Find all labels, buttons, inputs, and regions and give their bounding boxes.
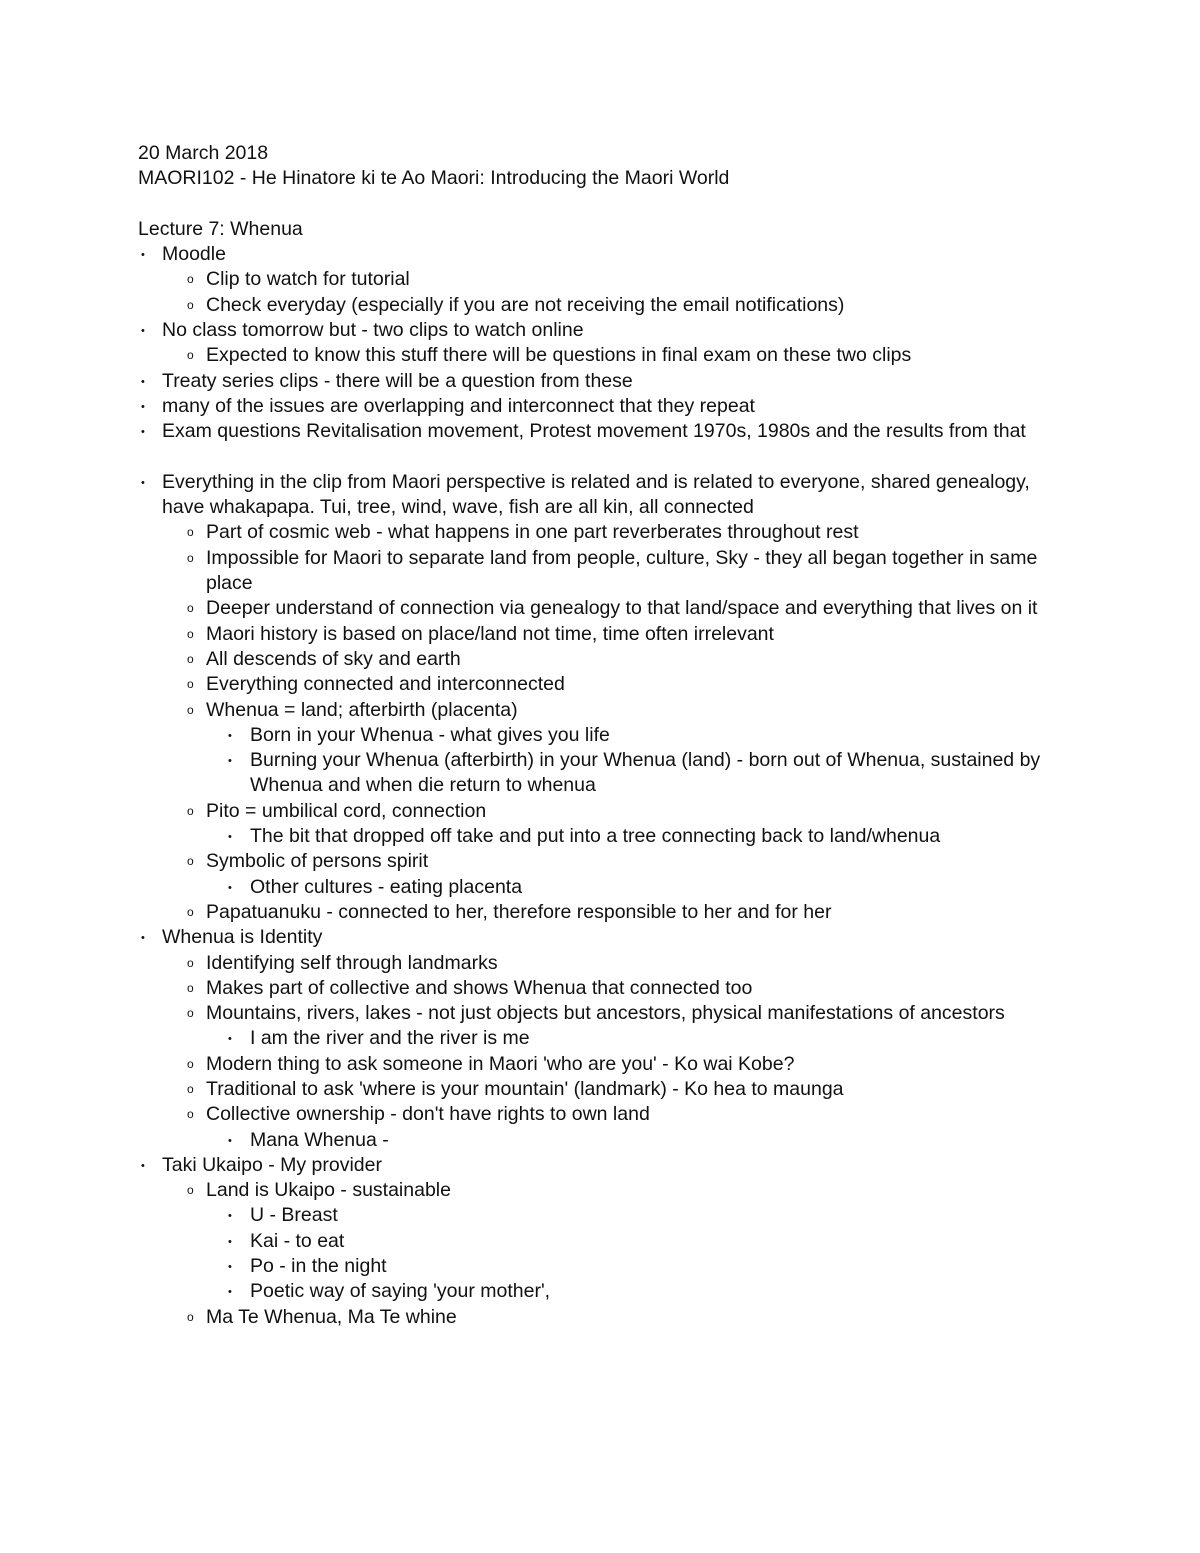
list-item xyxy=(138,925,1058,950)
hollow-bullet-icon: o xyxy=(187,1183,194,1198)
list-item-text: Treaty series clips - there will be a question from these xyxy=(162,369,633,392)
list-item-text: Kai - to eat xyxy=(250,1229,345,1252)
list-item xyxy=(138,1128,1058,1153)
list-item xyxy=(138,520,1058,545)
list-item xyxy=(138,672,1058,697)
hollow-bullet-icon: o xyxy=(187,1107,194,1122)
hollow-bullet-icon: o xyxy=(187,626,194,641)
hollow-bullet-icon: o xyxy=(187,297,194,312)
hollow-bullet-icon: o xyxy=(187,904,194,919)
list-item-text: Poetic way of saying 'your mother', xyxy=(250,1280,551,1303)
list-item xyxy=(138,1178,1058,1203)
list-item xyxy=(138,1026,1058,1051)
bullet-icon: • xyxy=(228,881,232,894)
bullet-icon: • xyxy=(228,1261,232,1274)
hollow-bullet-icon: o xyxy=(187,550,194,565)
list-item xyxy=(138,748,1058,799)
hollow-bullet-icon: o xyxy=(187,1081,194,1096)
list-item xyxy=(138,849,1058,874)
bullet-icon: • xyxy=(141,476,145,489)
list-item-text: Whenua is Identity xyxy=(162,926,323,949)
list-item-text: Moodle xyxy=(162,243,226,266)
list-item-text: All descends of sky and earth xyxy=(206,647,461,670)
spacer xyxy=(138,192,1058,217)
bullet-icon: • xyxy=(228,1134,232,1147)
list-item xyxy=(138,875,1058,900)
bullet-icon: • xyxy=(141,249,145,262)
list-item xyxy=(138,951,1058,976)
list-item-text: Taki Ukaipo - My provider xyxy=(162,1153,382,1176)
document-page xyxy=(138,141,1058,1330)
list-item xyxy=(138,647,1058,672)
list-item xyxy=(138,723,1058,748)
list-item xyxy=(138,799,1058,824)
list-item-text: Makes part of collective and shows Whenua that connected too xyxy=(206,976,753,999)
hollow-bullet-icon: o xyxy=(187,272,194,287)
list-item xyxy=(138,1203,1058,1228)
list-item-text: The bit that dropped off take and put into a tree connecting back to land/whenua xyxy=(250,825,941,848)
list-item xyxy=(138,318,1058,343)
list-item-text: Impossible for Maori to separate land from people, culture, Sky - they all began together in same place xyxy=(206,546,1038,595)
list-item-text: Mountains, rivers, lakes - not just objects but ancestors, physical manifestations of ancestors xyxy=(206,1002,1005,1025)
list-item xyxy=(138,369,1058,394)
list-item-text: Burning your Whenua (afterbirth) in your Whenua (land) - born out of Whenua, sustained by Whenua and when die return to whenua xyxy=(250,749,1041,797)
list-item-text: Clip to watch for tutorial xyxy=(206,268,410,291)
list-item xyxy=(138,1052,1058,1077)
hollow-bullet-icon: o xyxy=(187,525,194,540)
bullet-icon: • xyxy=(141,426,145,439)
list-item-text: Exam questions Revitalisation movement, Protest movement 1970s, 1980s and the results from that xyxy=(162,420,1026,443)
list-item-text: Symbolic of persons spirit xyxy=(206,850,429,873)
list-item xyxy=(138,1102,1058,1127)
bullet-icon: • xyxy=(228,1033,232,1046)
list-item xyxy=(138,1153,1058,1178)
list-item-text: Identifying self through landmarks xyxy=(206,951,498,974)
list-item-text: Everything connected and interconnected xyxy=(206,673,565,696)
document-date: 20 March 2018 xyxy=(138,142,269,164)
hollow-bullet-icon: o xyxy=(187,854,194,869)
list-item-text: Born in your Whenua - what gives you life xyxy=(250,723,610,746)
list-item-text: Check everyday (especially if you are not receiving the email notifications) xyxy=(206,293,845,316)
list-item xyxy=(138,622,1058,647)
list-item xyxy=(138,698,1058,723)
list-item-text: many of the issues are overlapping and interconnect that they repeat xyxy=(162,394,755,417)
list-item-text: Everything in the clip from Maori perspective is related and is related to everyone, shared genealogy, have whakapapa. Tui, tree, wind, wave, fish are all kin, all connected xyxy=(162,470,1030,519)
list-item xyxy=(138,1305,1058,1330)
list-item xyxy=(138,900,1058,925)
list-item-text: Ma Te Whenua, Ma Te whine xyxy=(206,1305,457,1328)
list-item xyxy=(138,267,1058,292)
bullet-icon: • xyxy=(141,325,145,338)
list-item xyxy=(138,976,1058,1001)
hollow-bullet-icon: o xyxy=(187,955,194,970)
hollow-bullet-icon: o xyxy=(187,601,194,616)
hollow-bullet-icon: o xyxy=(187,1056,194,1071)
list-item-text: Expected to know this stuff there will be questions in final exam on these two clips xyxy=(206,344,912,367)
list-item xyxy=(138,824,1058,849)
list-item-text: U - Breast xyxy=(250,1204,338,1227)
bullet-icon: • xyxy=(228,729,232,742)
list-item-text: Deeper understand of connection via genealogy to that land/space and everything that lives on it xyxy=(206,597,1038,620)
list-item-text: Modern thing to ask someone in Maori 'who are you' - Ko wai Kobe? xyxy=(206,1052,795,1075)
lecture-notes-list xyxy=(138,242,1058,1330)
list-item-text: Pito = umbilical cord, connection xyxy=(206,799,487,822)
hollow-bullet-icon: o xyxy=(187,1309,194,1324)
hollow-bullet-icon: o xyxy=(187,803,194,818)
list-item xyxy=(138,1279,1058,1304)
list-item-text: I am the river and the river is me xyxy=(250,1027,530,1050)
list-item-text: Maori history is based on place/land not time, time often irrelevant xyxy=(206,622,774,645)
bullet-icon: • xyxy=(228,755,232,768)
hollow-bullet-icon: o xyxy=(187,677,194,692)
hollow-bullet-icon: o xyxy=(187,980,194,995)
bullet-icon: • xyxy=(141,400,145,413)
hollow-bullet-icon: o xyxy=(187,1006,194,1021)
hollow-bullet-icon: o xyxy=(187,348,194,363)
list-item-text: Collective ownership - don't have rights to own land xyxy=(206,1103,650,1126)
list-item xyxy=(138,394,1058,419)
list-item xyxy=(138,293,1058,318)
list-item-text: Papatuanuku - connected to her, therefore responsible to her and for her xyxy=(206,900,832,923)
list-item-text: Mana Whenua - xyxy=(250,1128,389,1151)
bullet-icon: • xyxy=(228,1286,232,1299)
list-item xyxy=(138,596,1058,621)
bullet-icon: • xyxy=(228,831,232,844)
list-item xyxy=(138,1077,1058,1102)
list-item-text: Part of cosmic web - what happens in one part reverberates throughout rest xyxy=(206,521,859,544)
bullet-icon: • xyxy=(228,1210,232,1223)
list-item xyxy=(138,470,1058,521)
hollow-bullet-icon: o xyxy=(187,702,194,717)
list-item xyxy=(138,1254,1058,1279)
bullet-icon: • xyxy=(141,1159,145,1172)
list-item-text: Po - in the night xyxy=(250,1255,387,1278)
hollow-bullet-icon: o xyxy=(187,651,194,666)
lecture-title: Lecture 7: Whenua xyxy=(138,217,303,240)
bullet-icon: • xyxy=(228,1235,232,1248)
list-item-text: Land is Ukaipo - sustainable xyxy=(206,1179,451,1202)
bullet-icon: • xyxy=(141,932,145,945)
list-item-text: Traditional to ask 'where is your mountain' (landmark) - Ko hea to maunga xyxy=(206,1077,844,1100)
list-item xyxy=(138,1001,1058,1026)
list-item xyxy=(138,343,1058,368)
list-item xyxy=(138,419,1058,444)
spacer xyxy=(138,445,1058,470)
course-title: MAORI102 - He Hinatore ki te Ao Maori: Introducing the Maori World xyxy=(138,167,730,190)
list-item xyxy=(138,546,1058,597)
list-item-text: Other cultures - eating placenta xyxy=(250,875,523,898)
list-item-text: No class tomorrow but - two clips to watch online xyxy=(162,319,584,342)
list-item-text: Whenua = land; afterbirth (placenta) xyxy=(206,698,518,721)
list-item xyxy=(138,242,1058,267)
list-item xyxy=(138,1229,1058,1254)
bullet-icon: • xyxy=(141,375,145,388)
